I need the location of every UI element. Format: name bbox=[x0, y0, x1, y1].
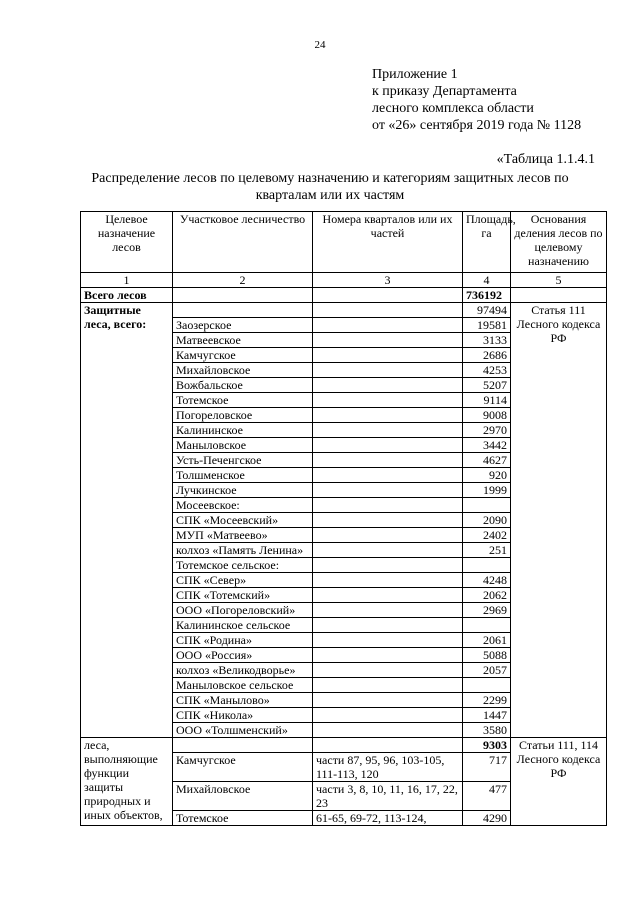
quarters-cell bbox=[313, 318, 463, 333]
quarters-cell bbox=[313, 678, 463, 693]
column-number: 3 bbox=[313, 273, 463, 288]
total-area: 736192 bbox=[463, 288, 511, 303]
forestry-name: Калининское bbox=[173, 423, 313, 438]
quarters-cell: части 87, 95, 96, 103-105, 111-113, 120 bbox=[313, 753, 463, 782]
forestry-name: Толшменское bbox=[173, 468, 313, 483]
appendix-line: Приложение 1 bbox=[372, 67, 458, 82]
protective-summary-row bbox=[81, 303, 607, 318]
area-cell: 4627 bbox=[463, 453, 511, 468]
forestry-name: Мосеевское: bbox=[173, 498, 313, 513]
appendix-header bbox=[372, 66, 581, 134]
forestry-name: Вожбальское bbox=[173, 378, 313, 393]
forestry-name: Михайловское bbox=[173, 782, 313, 811]
forestry-name: Лучкинское bbox=[173, 483, 313, 498]
area-cell: 9114 bbox=[463, 393, 511, 408]
area-cell bbox=[463, 618, 511, 633]
forestry-name: Маныловское bbox=[173, 438, 313, 453]
column-number: 2 bbox=[173, 273, 313, 288]
header-basis: Основания деления лесов по целевому назначению bbox=[511, 212, 607, 273]
forestry-name: Матвеевское bbox=[173, 333, 313, 348]
forestry-name: Тотемское сельское: bbox=[173, 558, 313, 573]
functions-label-line: леса, bbox=[84, 738, 110, 752]
area-cell: 3133 bbox=[463, 333, 511, 348]
quarters-cell bbox=[313, 663, 463, 678]
protective-label: Защитные леса, всего: bbox=[81, 303, 173, 738]
quarters-cell bbox=[313, 708, 463, 723]
area-cell: 4290 bbox=[463, 811, 511, 826]
empty-cell bbox=[173, 738, 313, 753]
header-area: Площадь, га bbox=[463, 212, 511, 273]
forestry-name: ООО «Погореловский» bbox=[173, 603, 313, 618]
table-title: Распределение лесов по целевому назначению и категориям защитных лесов по кварталам или их частям bbox=[91, 171, 569, 203]
empty-cell bbox=[511, 288, 607, 303]
quarters-cell bbox=[313, 453, 463, 468]
quarters-cell bbox=[313, 558, 463, 573]
area-cell: 1999 bbox=[463, 483, 511, 498]
column-number: 1 bbox=[81, 273, 173, 288]
quarters-cell bbox=[313, 618, 463, 633]
column-number: 5 bbox=[511, 273, 607, 288]
header-quarters: Номера кварталов или их частей bbox=[313, 212, 463, 273]
forestry-name: Михайловское bbox=[173, 363, 313, 378]
quarters-cell: части 3, 8, 10, 11, 16, 17, 22, 23 bbox=[313, 782, 463, 811]
quarters-cell: 61-65, 69-72, 113-124, bbox=[313, 811, 463, 826]
area-cell: 477 bbox=[463, 782, 511, 811]
area-cell: 3580 bbox=[463, 723, 511, 738]
quarters-cell bbox=[313, 393, 463, 408]
forestry-name: СПК «Никола» bbox=[173, 708, 313, 723]
forestry-name: МУП «Матвеево» bbox=[173, 528, 313, 543]
column-number-row bbox=[81, 273, 607, 288]
functions-label bbox=[81, 738, 173, 826]
area-cell: 2062 bbox=[463, 588, 511, 603]
forestry-name: СПК «Манылово» bbox=[173, 693, 313, 708]
area-cell: 920 bbox=[463, 468, 511, 483]
protective-area: 97494 bbox=[463, 303, 511, 318]
forest-distribution-table bbox=[80, 211, 607, 826]
forestry-name: Усть-Печенгское bbox=[173, 453, 313, 468]
forestry-name: Заозерское bbox=[173, 318, 313, 333]
forestry-name: Камчугское bbox=[173, 348, 313, 363]
functions-basis: Статьи 111, 114 Лесного кодекса РФ bbox=[511, 738, 607, 826]
empty-cell bbox=[173, 288, 313, 303]
protective-basis: Статья 111 Лесного кодекса РФ bbox=[511, 303, 607, 738]
area-cell: 251 bbox=[463, 543, 511, 558]
quarters-cell bbox=[313, 723, 463, 738]
quarters-cell bbox=[313, 573, 463, 588]
area-cell: 1447 bbox=[463, 708, 511, 723]
forestry-name: Маныловское сельское bbox=[173, 678, 313, 693]
area-cell: 717 bbox=[463, 753, 511, 782]
quarters-cell bbox=[313, 438, 463, 453]
quarters-cell bbox=[313, 633, 463, 648]
functions-label-line: защиты bbox=[84, 780, 124, 794]
forestry-name: Калининское сельское bbox=[173, 618, 313, 633]
functions-summary-row bbox=[81, 738, 607, 753]
area-cell: 2299 bbox=[463, 693, 511, 708]
header-purpose: Целевое назначение лесов bbox=[81, 212, 173, 273]
area-cell: 2402 bbox=[463, 528, 511, 543]
quarters-cell bbox=[313, 483, 463, 498]
table-header-row bbox=[81, 212, 607, 273]
column-number: 4 bbox=[463, 273, 511, 288]
total-label: Всего лесов bbox=[81, 288, 173, 303]
table-label: «Таблица 1.1.4.1 bbox=[496, 152, 595, 167]
forestry-name: СПК «Родина» bbox=[173, 633, 313, 648]
empty-cell bbox=[313, 303, 463, 318]
area-cell bbox=[463, 678, 511, 693]
forestry-name: Камчугское bbox=[173, 753, 313, 782]
forestry-name: Тотемское bbox=[173, 811, 313, 826]
quarters-cell bbox=[313, 333, 463, 348]
quarters-cell bbox=[313, 648, 463, 663]
quarters-cell bbox=[313, 423, 463, 438]
area-cell: 5207 bbox=[463, 378, 511, 393]
forestry-name: колхоз «Великодворье» bbox=[173, 663, 313, 678]
quarters-cell bbox=[313, 543, 463, 558]
appendix-line: к приказу Департамента bbox=[372, 84, 517, 99]
functions-label-line: функции bbox=[84, 766, 129, 780]
functions-area: 9303 bbox=[463, 738, 511, 753]
header-forestry: Участковое лесничество bbox=[173, 212, 313, 273]
area-cell: 3442 bbox=[463, 438, 511, 453]
forestry-name: колхоз «Память Ленина» bbox=[173, 543, 313, 558]
area-cell: 19581 bbox=[463, 318, 511, 333]
quarters-cell bbox=[313, 408, 463, 423]
empty-cell bbox=[313, 288, 463, 303]
appendix-line: лесного комплекса области bbox=[372, 101, 534, 116]
area-cell: 2061 bbox=[463, 633, 511, 648]
functions-label-line: выполняющие bbox=[84, 752, 158, 766]
page-number: 24 bbox=[314, 39, 326, 51]
area-cell: 2970 bbox=[463, 423, 511, 438]
area-cell: 2686 bbox=[463, 348, 511, 363]
area-cell: 2090 bbox=[463, 513, 511, 528]
quarters-cell bbox=[313, 513, 463, 528]
quarters-cell bbox=[313, 528, 463, 543]
area-cell: 2057 bbox=[463, 663, 511, 678]
area-cell: 5088 bbox=[463, 648, 511, 663]
forestry-name: СПК «Тотемский» bbox=[173, 588, 313, 603]
forestry-name: ООО «Толшменский» bbox=[173, 723, 313, 738]
area-cell: 2969 bbox=[463, 603, 511, 618]
area-cell: 4253 bbox=[463, 363, 511, 378]
forestry-name: ООО «Россия» bbox=[173, 648, 313, 663]
quarters-cell bbox=[313, 693, 463, 708]
functions-label-line: иных объектов, bbox=[84, 808, 163, 822]
empty-cell bbox=[313, 738, 463, 753]
area-cell bbox=[463, 498, 511, 513]
area-cell: 4248 bbox=[463, 573, 511, 588]
quarters-cell bbox=[313, 348, 463, 363]
empty-cell bbox=[173, 303, 313, 318]
appendix-line: от «26» сентября 2019 года № 1128 bbox=[372, 118, 582, 133]
quarters-cell bbox=[313, 378, 463, 393]
forestry-name: Тотемское bbox=[173, 393, 313, 408]
quarters-cell bbox=[313, 588, 463, 603]
forestry-name: СПК «Мосеевский» bbox=[173, 513, 313, 528]
forestry-name: Погореловское bbox=[173, 408, 313, 423]
quarters-cell bbox=[313, 363, 463, 378]
forestry-name: СПК «Север» bbox=[173, 573, 313, 588]
total-row bbox=[81, 288, 607, 303]
area-cell bbox=[463, 558, 511, 573]
functions-label-line: природных и bbox=[84, 794, 151, 808]
quarters-cell bbox=[313, 468, 463, 483]
quarters-cell bbox=[313, 603, 463, 618]
area-cell: 9008 bbox=[463, 408, 511, 423]
quarters-cell bbox=[313, 498, 463, 513]
